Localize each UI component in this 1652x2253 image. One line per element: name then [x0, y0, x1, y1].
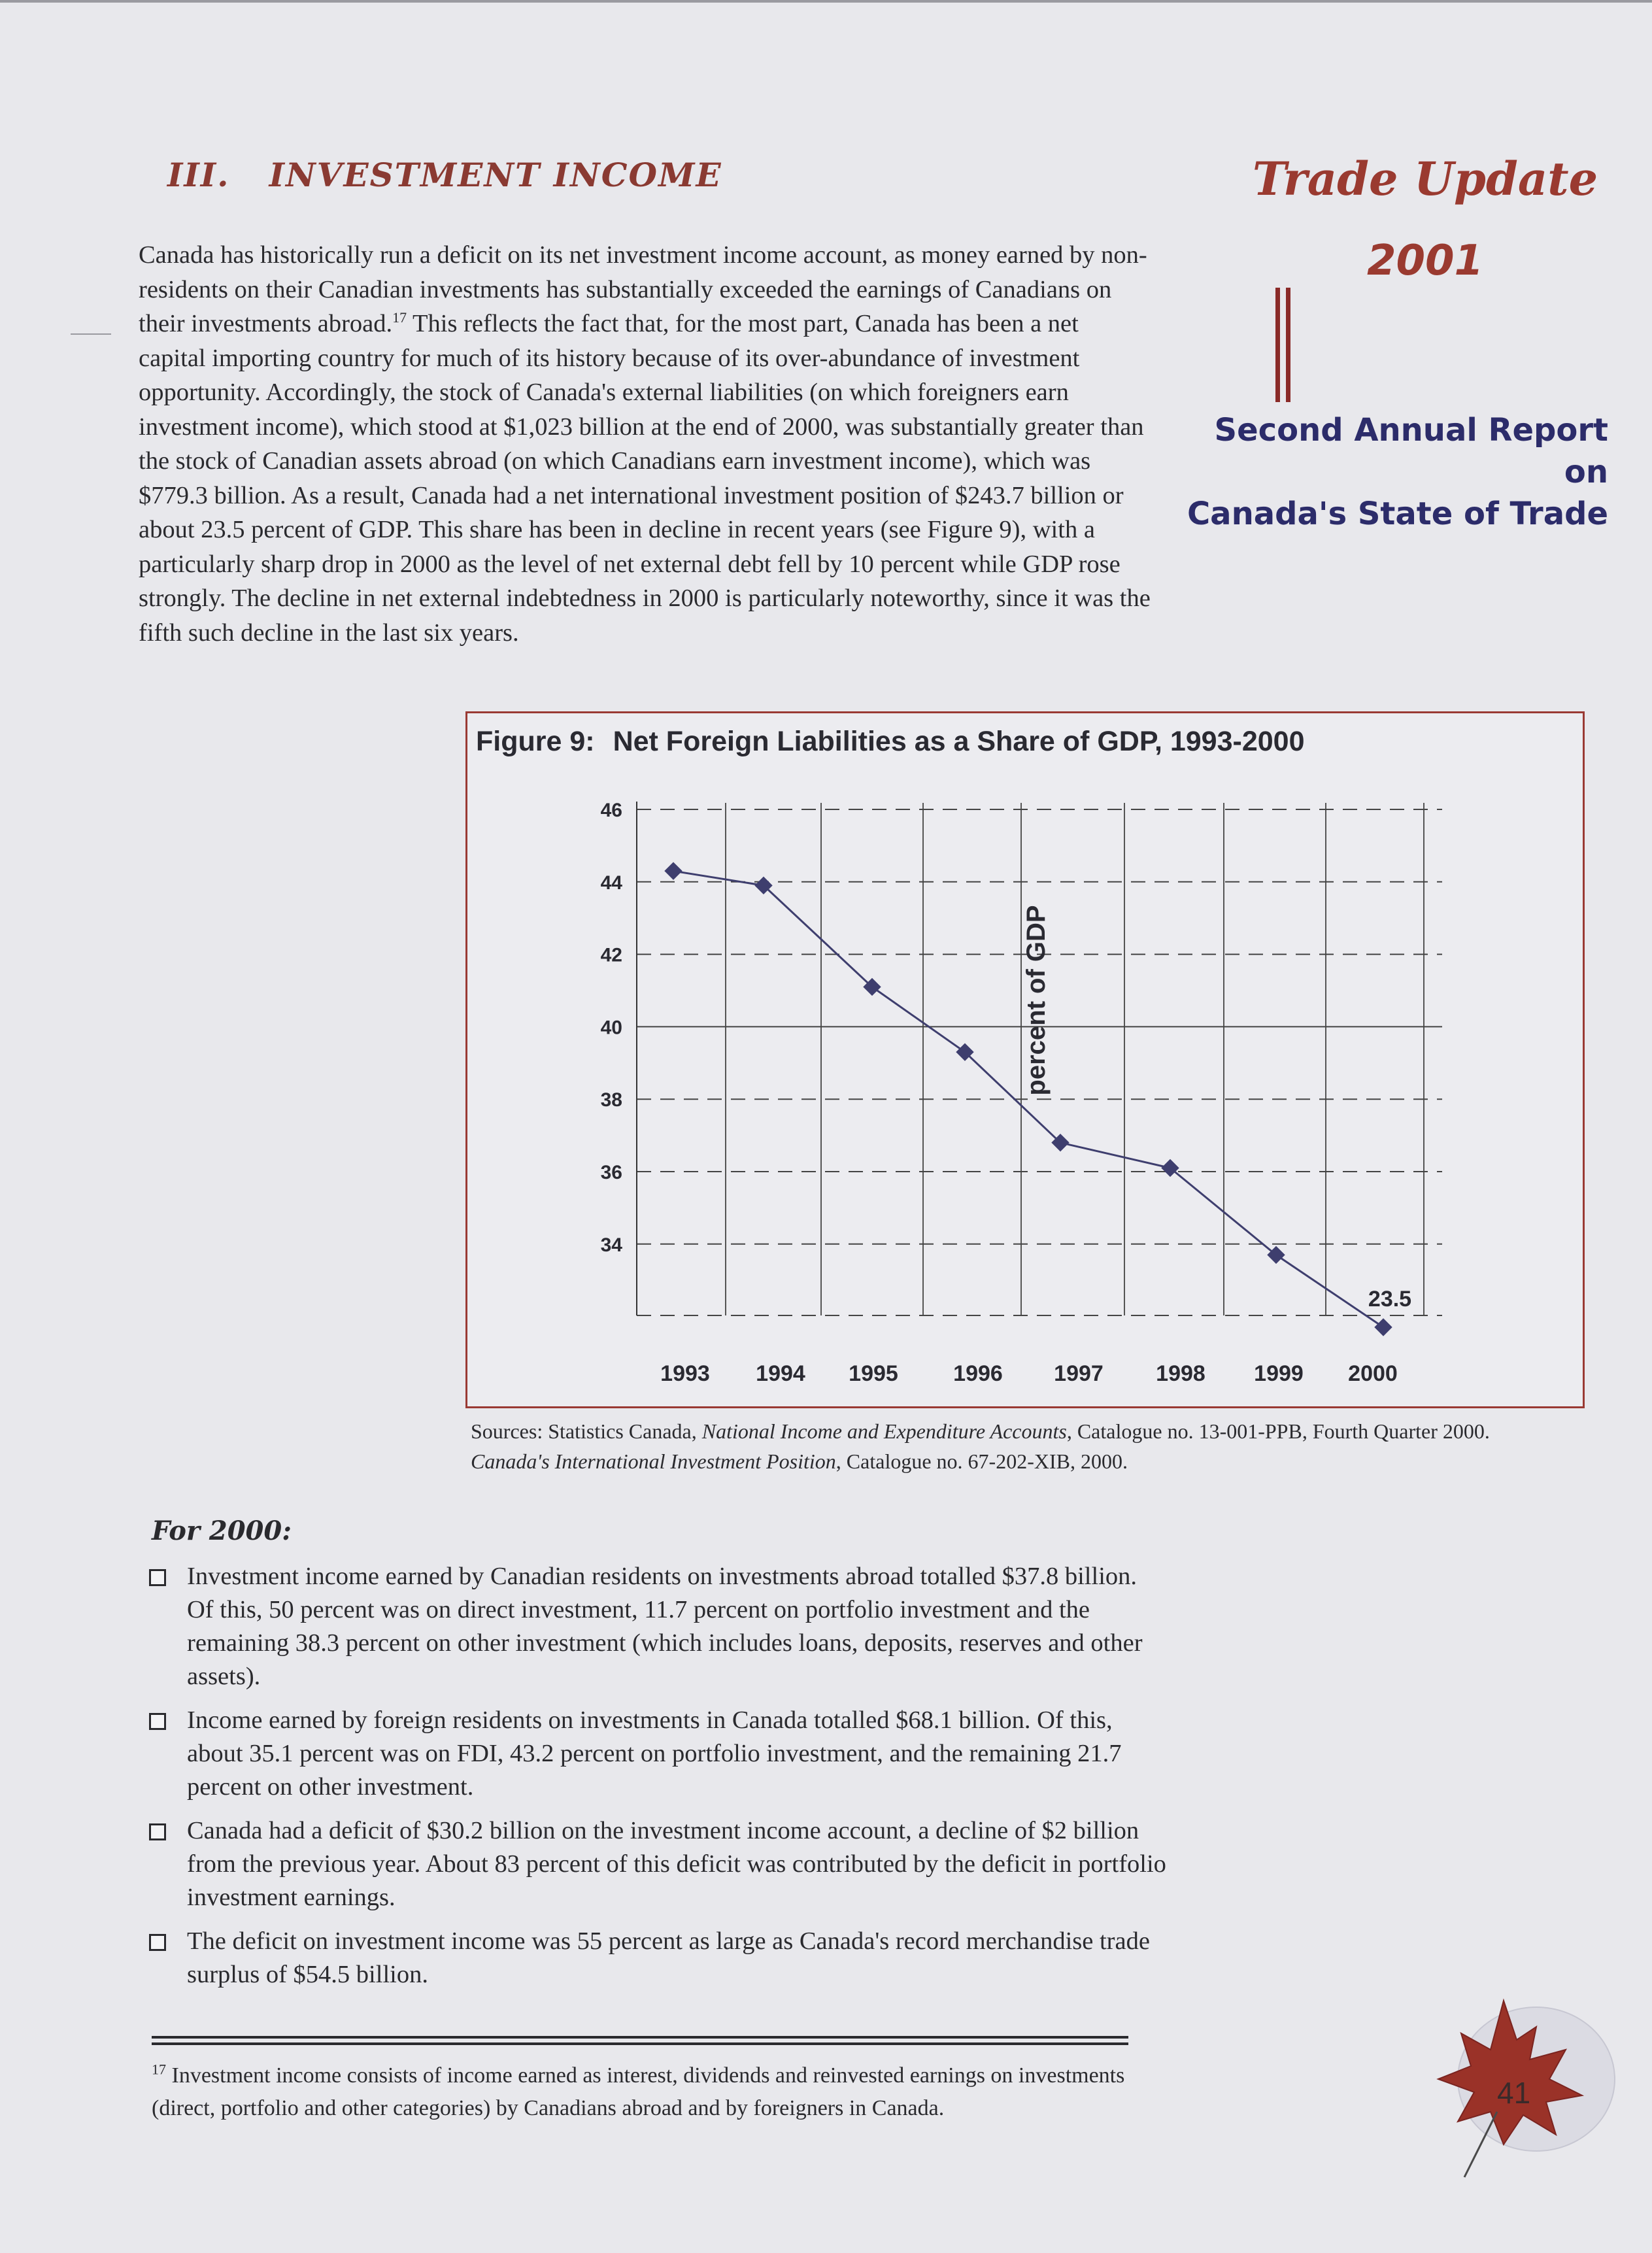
footnote-number: 17 [152, 2061, 166, 2078]
sources-details-2: , Catalogue no. 67-202-XIB, 2000. [835, 1449, 1128, 1473]
footnote-ref[interactable]: 17 [392, 309, 407, 326]
figure-caption: Net Foreign Liabilities as a Share of GDP, 1993-2000 [613, 726, 1305, 757]
section-numeral: III. [167, 156, 230, 194]
list-item [149, 1925, 1169, 1991]
y-tick-label: 44 [600, 872, 622, 894]
footnote-rule-bottom [152, 2042, 1128, 2045]
x-tick-label: 2000 [1348, 1361, 1398, 1386]
intro-paragraph [139, 238, 1151, 650]
data-point-marker [665, 862, 682, 879]
checkbox-icon [149, 1823, 166, 1840]
list-item [149, 1814, 1169, 1914]
section-heading [167, 156, 722, 194]
page-number: 41 [1497, 2076, 1531, 2110]
footnote [152, 2059, 1145, 2125]
y-tick-label: 42 [600, 944, 622, 966]
x-tick-label: 1999 [1254, 1361, 1304, 1386]
intro-text-b: This reflects the fact that, for the most part, Canada has been a net capital importing country for much of its history because of its over-abundance of investment opportunity. Accordingly, the stock of Canada's external liabilities (on which foreigners earn investment income), which stood at $1,023 billion at the end of 2000, was substantially greater than the stock of Canadian assets abroad (on which Canadians earn investment income), which was $779.3 billion. As a result, Canada had a net international investment position of $243.7 billion or about 23.5 percent of GDP. This share has been in decline in recent years (see Figure 9), with a particularly sharp drop in 2000 as the level of net external debt fell by 10 percent while GDP rose strongly. The decline in net external indebtedness in 2000 is particularly noteworthy, since it was the fifth such decline in the last six years. [139, 310, 1151, 647]
checkbox-icon [149, 1569, 166, 1586]
figure-label: Figure 9: [476, 726, 595, 757]
brand-title: Trade Update [1252, 152, 1598, 206]
intro-text-a: Canada has historically run a deficit on its net investment income account, as money earned by non-residents on their Canadian investments has substantially exceeded the earnings of Canadians on their investments abroad. [139, 241, 1147, 337]
list-item-text: Income earned by foreign residents on investments in Canada totalled $68.1 billion. Of this, about 35.1 percent was on FDI, 43.2 percent on portfolio investment, and the remaining 21.7 percent on other investment. [187, 1706, 1122, 1801]
footnote-text: Investment income consists of income earned as interest, dividends and reinvested earnings on investments (direct, portfolio and other categories) by Canadians abroad and by foreigners in Canada. [152, 2063, 1125, 2120]
data-point-marker [1375, 1319, 1392, 1336]
sources-publication-1: National Income and Expenditure Accounts [701, 1419, 1067, 1443]
y-tick-label: 46 [600, 800, 622, 821]
y-tick-label: 36 [600, 1162, 622, 1183]
section-title: INVESTMENT INCOME [269, 156, 722, 194]
x-tick-label: 1998 [1156, 1361, 1205, 1386]
figure-title [476, 726, 1305, 758]
brand-subtitle-line1: Second Annual Report on [1214, 412, 1608, 490]
list-item [149, 1704, 1169, 1804]
x-tick-label: 1995 [849, 1361, 898, 1386]
x-tick-label: 1993 [660, 1361, 710, 1386]
top-rule [0, 0, 1652, 3]
sources-prefix: Sources: Statistics Canada, [471, 1419, 702, 1443]
data-label: 23.5 [1368, 1287, 1412, 1312]
sources-publication-2: Canada's International Investment Position [471, 1449, 836, 1473]
x-tick-label: 1997 [1054, 1361, 1104, 1386]
sources-details-1: , Catalogue no. 13-001-PPB, Fourth Quarter 2000. [1066, 1419, 1490, 1443]
subheading-for-2000: For 2000: [152, 1516, 292, 1546]
list-item-text: Investment income earned by Canadian residents on investments abroad totalled $37.8 billion. Of this, 50 percent was on direct investment, 11.7 percent on portfolio investment and the remaining 38.3 percent on other investment (which includes loans, deposits, reserves and other assets). [187, 1563, 1143, 1690]
list-item-text: The deficit on investment income was 55 percent as large as Canada's record merchandise trade surplus of $54.5 billion. [187, 1927, 1150, 1988]
brand-year: 2001 [1366, 237, 1484, 285]
chart-axes [601, 800, 1398, 1386]
list-item-text: Canada had a deficit of $30.2 billion on the investment income account, a decline of $2 billion from the previous year. About 83 percent of this deficit was contributed by the deficit in portfolio investment earnings. [187, 1817, 1166, 1911]
y-axis-label: percent of GDP [1022, 905, 1051, 1096]
x-tick-label: 1996 [953, 1361, 1003, 1386]
footnote-rule-top [152, 2036, 1128, 2039]
checkbox-icon [149, 1713, 166, 1730]
sources-note [471, 1416, 1582, 1476]
y-tick-label: 38 [600, 1089, 622, 1111]
line-chart [465, 764, 1577, 1404]
margin-mark [71, 333, 111, 335]
y-tick-label: 40 [600, 1017, 622, 1039]
brand-bar-left [1275, 288, 1280, 402]
brand-subtitle [1164, 409, 1608, 535]
y-tick-label: 34 [600, 1234, 622, 1256]
x-tick-label: 1994 [756, 1361, 805, 1386]
bullet-list [149, 1560, 1169, 2002]
brand-subtitle-line2: Canada's State of Trade [1187, 496, 1608, 532]
list-item [149, 1560, 1169, 1693]
brand-bar-right [1286, 288, 1290, 402]
checkbox-icon [149, 1934, 166, 1951]
